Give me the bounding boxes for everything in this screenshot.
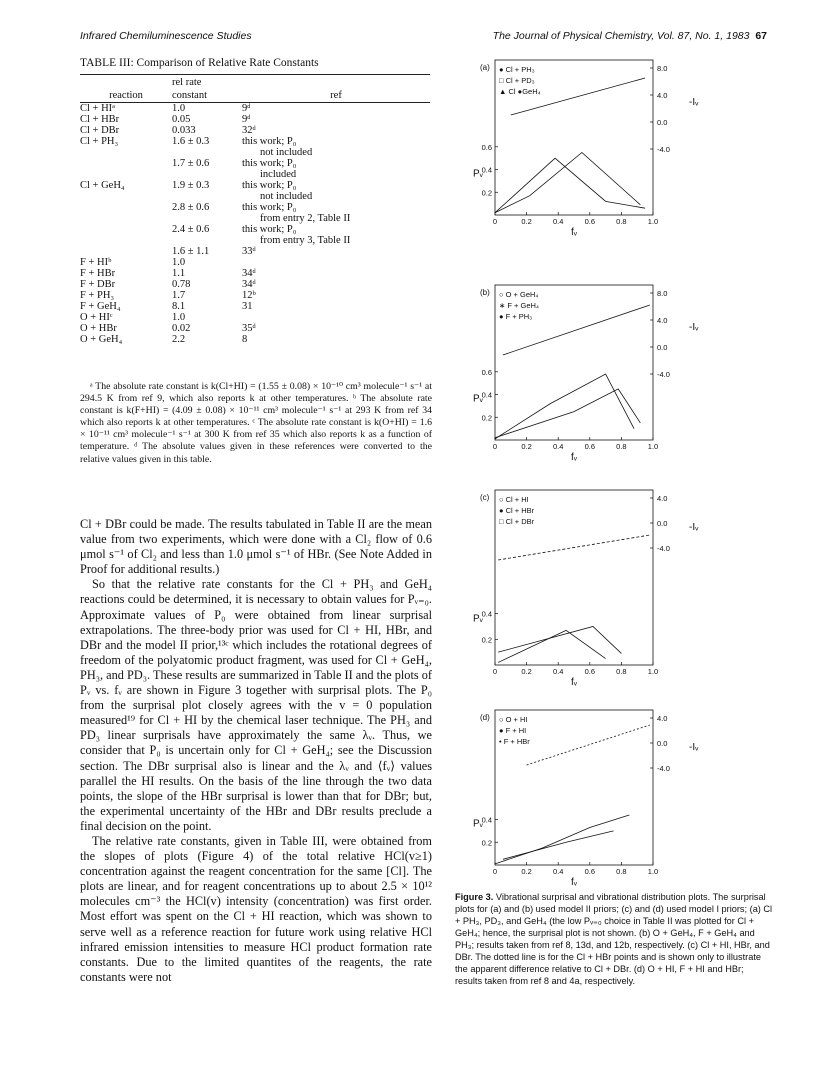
y-axis-label: Pᵥ [473,393,483,405]
caption-lead: Figure 3. [455,892,494,902]
table-row [80,114,430,125]
paragraph: Cl + DBr could be made. The results tabulated in Table II are the mean value from two experiments, which were done with a Cl₂ flow of 0.6 μmol s⁻¹ of Cl₂ and less than 1.0 μmol s⁻¹ of HBr. (See Note Added in Proof for additional results.) [80,517,432,577]
cell-rate: 1.0 [172,103,186,114]
cell-reaction: F + HIᵇ [80,257,112,268]
cell-ref: this work; P₀ [242,202,297,213]
table-row [80,323,430,334]
cell-reaction [80,224,172,235]
cell-ref: 35ᵈ [242,323,256,334]
x-tick-label: 0 [492,217,498,226]
cell-ref [242,257,430,268]
x-tick-label: 0.2 [521,442,532,451]
table-row [80,103,430,115]
x-tick-label: 0.2 [521,217,532,226]
x-tick-label: 0.6 [584,442,596,451]
cell-ref: this work; P₀ [242,158,297,169]
cell-ref: from entry 3, Table II [260,235,351,246]
legend-entry: ▲ Cl ●GeH₄ [499,87,541,96]
y-tick-label: 0.2 [481,838,492,848]
table-row [80,246,430,257]
cell-rate: 2.8 ± 0.6 [172,202,210,213]
x-tick-label: 1.0 [647,867,659,876]
cell-rate: 1.7 [172,290,186,301]
y-tick-label: 0.4 [481,390,492,400]
cell-rate: 1.1 [172,268,186,279]
cell-ref: 9ᵈ [242,103,251,114]
right-tick-label: 0.0 [657,118,668,127]
cell-ref: included [260,169,297,180]
right-tick-label: 4.0 [657,316,668,325]
table-row [80,312,430,323]
cell-ref: 33ᵈ [242,246,256,257]
right-axis-label: -Iᵥ [689,522,699,533]
right-axis-label: -Iᵥ [689,322,699,333]
table-row [80,268,430,279]
y-tick-label: 0.2 [481,635,492,645]
page-number: 67 [755,30,767,42]
cell-reaction: Cl + PH₃ [80,136,119,147]
cell-rate: 1.9 ± 0.3 [172,180,210,191]
panel-label: (d) [480,713,490,722]
x-tick-label: 0 [492,867,498,876]
x-tick-label: 0.6 [584,217,596,226]
table-row [80,301,430,312]
x-axis-label: fᵥ [571,877,577,887]
panel-label: (b) [480,288,490,297]
cell-rate: 0.05 [172,114,191,125]
cell-reaction: O + GeH₄ [80,334,123,345]
legend-entry: ∗ F + GeH₄ [499,301,539,310]
cell-ref: not included [260,191,313,202]
x-tick-label: 0.8 [616,667,627,676]
x-tick-label: 0.4 [552,667,564,676]
y-tick-label: 0.4 [481,815,492,825]
right-axis-label: -Iᵥ [689,742,699,753]
legend-entry: • F + HBr [499,737,530,746]
table-row [80,147,430,158]
table-row [80,279,430,290]
cell-reaction: Cl + GeH₄ [80,180,125,191]
cell-reaction: Cl + HBr [80,114,120,125]
x-tick-label: 0.8 [616,217,627,226]
legend-entry: ● Cl + HBr [499,506,535,515]
cell-rate [172,213,242,224]
x-tick-label: 0.2 [521,667,532,676]
x-axis-label: fᵥ [571,677,577,688]
rate-constant-table [80,74,430,345]
surprisal-line [498,535,650,560]
x-tick-label: 0.4 [552,442,564,451]
cell-ref: 34ᵈ [242,279,256,290]
cell-ref [242,312,430,323]
cell-rate: 0.02 [172,323,191,334]
table-row [80,180,430,191]
distribution-line [495,815,629,864]
cell-rate [172,235,242,246]
x-axis-label: fᵥ [571,452,577,463]
x-tick-label: 0.6 [584,667,596,676]
x-tick-label: 0 [492,667,498,676]
legend-entry: ● F + HI [499,726,527,735]
cell-rate [172,191,242,202]
table-row [80,202,430,213]
right-tick-label: 8.0 [657,289,668,298]
table-row [80,213,430,224]
footnote-text: ᵃ The absolute rate constant is k(Cl+HI) = (1.55 ± 0.08) × 10⁻¹⁰ cm³ molecule⁻¹ s⁻¹ at 294.5 K from ref 9, which also reports k at other temperatures. ᵇ The absolute rate constant is k(F+HI) = (4.09 ± 0.08) × 10⁻¹¹ cm³ molecule⁻¹ s⁻¹ at 293 K from ref 34 which also reports k at other temperatures. ᶜ The absolute rate constant is k(O+HI) = 1.6 × 10⁻¹¹ cm³ molecule⁻¹ s⁻¹ at 300 K from ref 35 which also reports k as a function of temperature. ᵈ The absolute values given in these references were converted to the relative values given in this table. [80,381,432,465]
figure-3 [455,52,775,887]
table-row [80,257,430,268]
col-header-empty-2 [242,75,430,90]
x-tick-label: 1.0 [647,667,659,676]
y-axis-label: Pᵥ [473,168,483,180]
table-row [80,169,430,180]
cell-rate: 1.7 ± 0.6 [172,158,210,169]
table-row [80,224,430,235]
right-tick-label: -4.0 [657,145,670,154]
y-tick-label: 0.4 [481,609,492,619]
cell-ref: 34ᵈ [242,268,256,279]
col-header-rate-2: constant [172,89,242,103]
cell-reaction [80,169,172,180]
cell-reaction: Cl + HIᵃ [80,103,116,114]
cell-reaction: O + HBr [80,323,117,334]
cell-reaction [80,158,172,169]
cell-rate [172,147,242,158]
cell-rate: 0.033 [172,125,196,136]
cell-reaction: O + HIᶜ [80,312,113,323]
legend-entry: ○ Cl + HI [499,495,529,504]
cell-reaction: F + DBr [80,279,116,290]
y-tick-label: 0.4 [481,165,492,175]
col-header-reaction: reaction [80,89,172,103]
cell-ref: not included [260,147,313,158]
cell-reaction [80,246,172,257]
right-tick-label: 4.0 [657,91,668,100]
cell-reaction: F + PH₃ [80,290,115,301]
cell-reaction [80,235,172,246]
cell-reaction [80,202,172,213]
cell-ref: this work; P₀ [242,224,297,235]
paragraph: So that the relative rate constants for the Cl + PH₃ and GeH₄ reactions could be determined, it is necessary to obtain values for Pᵥ₌₀. Approximate values of P₀ were obtained from linear surprisal extrapolations. The three-body prior was used for Cl + HI, HBr, and DBr and the model II prior,¹³ᶜ which includes the rotational degrees of freedom of the polyatomic product fragment, was used for Cl + GeH₄, PH₃, and PD₃. These results are summarized in Table II and the plots of Pᵥ vs. fᵥ are shown in Figure 3 together with surprisal plots. The P₀ from the surprisal plot closely agrees with the v = 0 population measured¹⁹ for Cl + HI by the chemical laser technique. The PH₃ and PD₃ linear surprisals have approximately the same λᵥ. Thus, we consider that P₀ is uncertain only for Cl + GeH₄; see the Discussion section. The DBr surprisal also is linear and the λᵥ and ⟨fᵥ⟩ values parallel the HI results. On the basis of the line through the two data points, the slope of the HBr surprisal is lower than that for DBr; but, the experimental uncertainty of the HBr and DBr results preclude a final decision on the point. [80,577,432,833]
x-tick-label: 0.8 [616,867,627,876]
panel-label: (a) [480,63,490,72]
right-tick-label: 0.0 [657,343,668,352]
cell-rate: 8.1 [172,301,186,312]
running-header-left: Infrared Chemiluminescence Studies [80,30,252,42]
x-tick-label: 0.2 [521,867,532,876]
legend-entry: ○ O + HI [499,715,528,724]
table-row [80,125,430,136]
table-row [80,191,430,202]
cell-ref: 9ᵈ [242,114,251,125]
table-row [80,136,430,147]
cell-ref: 8 [242,334,248,345]
distribution-line [503,831,614,859]
cell-ref: this work; P₀ [242,180,297,191]
cell-reaction [80,191,172,202]
x-tick-label: 1.0 [647,442,659,451]
cell-rate: 2.4 ± 0.6 [172,224,210,235]
right-tick-label: 4.0 [657,494,668,503]
legend-entry: □ Cl + DBr [499,517,535,526]
y-tick-label: 0.6 [481,142,492,152]
distribution-line [498,627,621,654]
cell-ref: this work; P₀ [242,136,297,147]
right-tick-label: -4.0 [657,764,670,773]
distribution-line [495,374,634,439]
caption-text: Vibrational surprisal and vibrational distribution plots. The surprisal plots for (a) and (b) used model II priors; (c) and (d) used model I priors; (a) Cl + PH₃, PD₃, and GeH₄ (the low Pᵥ₌₀ choice in Table II was plotted for Cl + GeH₄; hence, the surprisal plot is not shown. (b) O + GeH₄, F + GeH₄ and PH₃; results taken from ref 8, 13d, and 12b, respectively. (c) Cl + HI, HBr, and DBr. The dotted line is for the Cl + HBr points and is shown only to illustrate the apparent difference relative to Cl + DBr. (d) O + HI, F + HI and HBr; results taken from ref 8 and 4a, respectively. [455,892,773,986]
distribution-line [498,630,605,662]
table-row [80,334,430,345]
journal-citation: The Journal of Physical Chemistry, Vol. 87, No. 1, 1983 [492,30,750,42]
right-tick-label: 4.0 [657,714,668,723]
x-tick-label: 0.4 [552,217,564,226]
col-header-rate-1: rel rate [172,77,202,88]
legend-entry: ○ O + GeH₄ [499,290,539,299]
legend-entry: □ Cl + PD₃ [499,76,535,85]
cell-ref: 12ᵇ [242,290,256,301]
cell-rate [172,169,242,180]
x-tick-label: 0 [492,442,498,451]
cell-reaction [80,147,172,158]
figure-caption [455,891,773,987]
table-row [80,158,430,169]
y-tick-label: 0.2 [481,413,492,423]
cell-rate: 0.78 [172,279,191,290]
x-tick-label: 0.8 [616,442,627,451]
distribution-line [495,389,640,438]
right-tick-label: 8.0 [657,64,668,73]
distribution-line [495,158,645,213]
body-text [80,517,432,985]
cell-reaction: F + GeH₄ [80,301,121,312]
legend-entry: ● Cl + PH₃ [499,65,535,74]
x-tick-label: 0.6 [584,867,596,876]
table-row [80,290,430,301]
cell-ref: 31 [242,301,253,312]
table-footnotes [80,381,432,466]
right-axis-label: -Iᵥ [689,97,699,108]
right-tick-label: 0.0 [657,739,668,748]
cell-rate: 1.0 [172,257,186,268]
right-tick-label: -4.0 [657,370,670,379]
x-tick-label: 0.4 [552,867,564,876]
cell-rate: 1.0 [172,312,186,323]
cell-rate: 1.6 ± 0.3 [172,136,210,147]
surprisal-line [527,725,650,765]
cell-reaction [80,213,172,224]
y-tick-label: 0.2 [481,188,492,198]
right-tick-label: 0.0 [657,519,668,528]
x-axis-label: fᵥ [571,227,577,238]
cell-rate: 2.2 [172,334,186,345]
running-header-right [493,30,767,42]
table-title: TABLE III: Comparison of Relative Rate Constants [80,57,319,69]
legend-entry: ● F + PH₃ [499,312,533,321]
panel-label: (c) [480,493,490,502]
table-body [80,103,430,346]
cell-reaction: F + HBr [80,268,116,279]
col-header-empty [80,75,172,90]
cell-reaction: Cl + DBr [80,125,120,136]
col-header-ref: ref [242,89,430,103]
y-axis-label: Pᵥ [473,818,483,830]
cell-ref: from entry 2, Table II [260,213,351,224]
y-axis-label: Pᵥ [473,613,483,625]
paragraph: The relative rate constants, given in Table III, were obtained from the slopes of plots (Figure 4) of the total relative HCl(v≥1) concentration against the reagent concentration for the same [Cl]. The plots are linear, and for reagent concentrations up to about 2.5 × 10¹² molecules cm⁻³ the HCl(v) intensity (concentration) was first order. Most effort was spent on the Cl + HI reaction, which was shown to serve well as a reference reaction for future work using relative HCl infrared emission intensities to measure HCl product formation rate constants. Due to the limited quantites of the reagents, the rate constants were not [80,833,432,984]
cell-ref: 32ᵈ [242,125,256,136]
right-tick-label: -4.0 [657,544,670,553]
y-tick-label: 0.6 [481,367,492,377]
x-tick-label: 1.0 [647,217,659,226]
cell-rate: 1.6 ± 1.1 [172,246,210,257]
table-row [80,235,430,246]
